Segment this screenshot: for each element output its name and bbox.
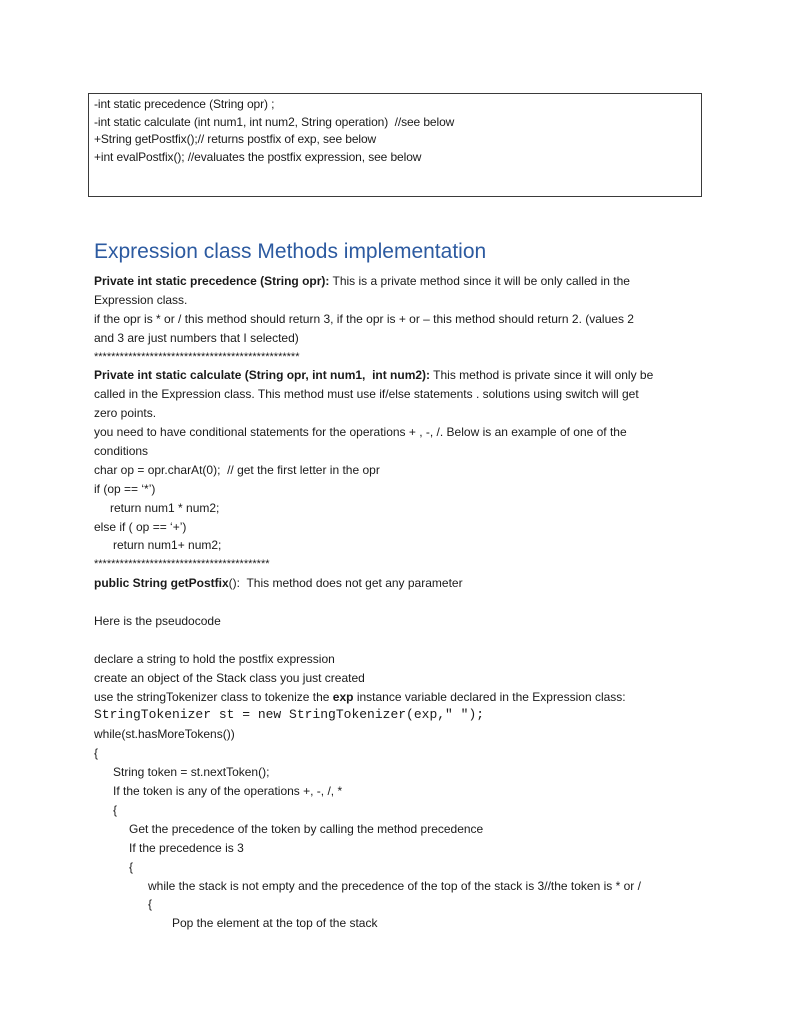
pseudo-intro: Here is the pseudocode: [94, 614, 221, 629]
calculate-line-5: conditions: [94, 444, 149, 459]
code-line: char op = opr.charAt(0); // get the first letter in the opr: [94, 462, 380, 477]
pseudo-step: If the precedence is 3: [129, 840, 244, 855]
spacer: [94, 631, 704, 650]
method-signature-box: [88, 93, 702, 197]
pseudo-step: String token = st.nextToken();: [113, 765, 270, 780]
calculate-line-3: zero points.: [94, 406, 157, 421]
code-line: if (op == ‘*’): [94, 481, 156, 496]
code-line: return num1+ num2;: [113, 538, 222, 553]
brace: {: [113, 802, 118, 817]
pseudo-step-text: use the stringTokenizer class to tokenize the: [94, 689, 333, 704]
separator: ************************************************: [94, 350, 300, 363]
calculate-line-2: called in the Expression class. This method must use if/else statements . solutions using switch will get: [94, 387, 639, 402]
precedence-line-4: and 3 are just numbers that I selected): [94, 330, 299, 345]
signature-line: +String getPostfix();// returns postfix of exp, see below: [94, 132, 377, 146]
pseudo-step: [94, 688, 704, 707]
brace: {: [129, 859, 134, 874]
tokenizer-code: StringTokenizer st = new StringTokenizer(exp," ");: [94, 707, 485, 723]
pseudo-step: create an object of the Stack class you just created: [94, 670, 365, 685]
brace: {: [148, 897, 153, 912]
section-body: [94, 272, 704, 933]
brace: {: [94, 746, 99, 761]
pseudo-step: declare a string to hold the postfix expression: [94, 651, 335, 666]
signature-line: -int static precedence (String opr) ;: [94, 97, 275, 111]
signature-line: +int evalPostfix(); //evaluates the postfix expression, see below: [94, 149, 422, 164]
pseudo-step: Pop the element at the top of the stack: [172, 916, 378, 931]
pseudo-step-text: instance variable declared in the Expression class:: [353, 689, 626, 704]
pseudo-step: If the token is any of the operations +, -, /, *: [113, 784, 343, 799]
calculate-line-4: you need to have conditional statements for the operations + , -, /. Below is an example of one of the: [94, 425, 627, 440]
postfix-line-1: [94, 574, 704, 593]
pseudo-step: while(st.hasMoreTokens()): [94, 727, 235, 742]
code-line: else if ( op == ‘+’): [94, 519, 187, 534]
pseudo-step-exp: exp: [332, 689, 354, 704]
postfix-title: public String getPostfix: [94, 576, 229, 591]
calculate-desc: This method is private since it will only be: [430, 368, 654, 383]
section-heading: Expression class Methods implementation: [94, 240, 487, 263]
pseudo-step: Get the precedence of the token by calling the method precedence: [129, 821, 484, 836]
code-line: return num1 * num2;: [110, 500, 220, 515]
postfix-desc: This method does not get any parameter: [240, 576, 463, 591]
calculate-line-1: [94, 366, 704, 385]
separator: *****************************************: [94, 558, 270, 571]
precedence-line-2: Expression class.: [94, 292, 188, 307]
precedence-desc: This is a private method since it will be only called in the: [329, 274, 630, 288]
precedence-line-3: if the opr is * or / this method should return 3, if the opr is + or – this method should return 2. (values 2: [94, 311, 634, 326]
pseudo-step: while the stack is not empty and the precedence of the top of the stack is 3//the token is * or /: [148, 878, 641, 893]
spacer: [94, 593, 704, 612]
precedence-title: Private int static precedence (String opr):: [94, 274, 330, 288]
postfix-title-paren: ():: [228, 576, 240, 591]
signature-line: -int static calculate (int num1, int num2, String operation) //see below: [94, 114, 455, 129]
calculate-title: Private int static calculate (String opr, int num1, int num2):: [94, 368, 431, 383]
precedence-line-1: [94, 272, 704, 291]
